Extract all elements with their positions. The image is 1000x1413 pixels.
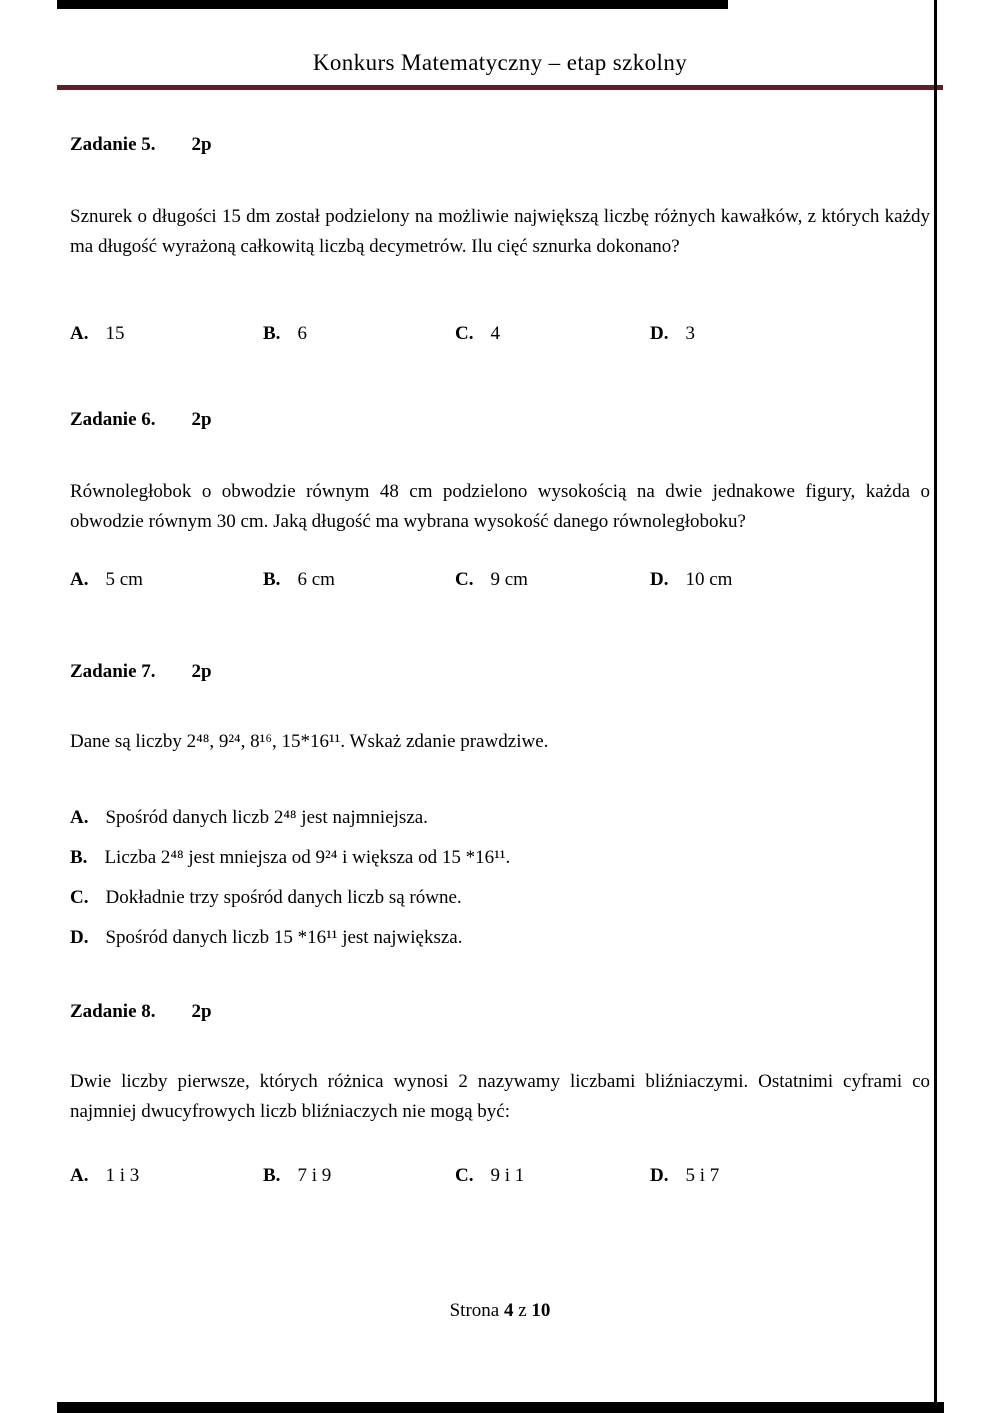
question-text: Dane są liczby 2⁴⁸, 9²⁴, 8¹⁶, 15*16¹¹. Wskaż zdanie prawdziwe. — [70, 731, 549, 752]
option-letter: B. — [263, 323, 281, 344]
option-letter: C. — [455, 1165, 474, 1186]
answer-option-c — [455, 565, 650, 595]
answer-option-c — [70, 883, 930, 913]
answer-options-list — [70, 803, 930, 953]
question-8 — [70, 997, 930, 1191]
answer-option-d — [650, 319, 930, 349]
option-text: Liczba 2⁴⁸ jest mniejsza od 9²⁴ i większa od 15 *16¹¹. — [104, 847, 511, 868]
option-letter: A. — [70, 807, 89, 828]
question-heading — [70, 997, 930, 1027]
question-label: Zadanie 7. — [70, 661, 156, 682]
option-text: 9 i 1 — [490, 1165, 525, 1186]
document-title: Konkurs Matematyczny – etap szkolny — [312, 50, 688, 75]
option-letter: A. — [70, 569, 89, 590]
answer-options-row — [70, 1161, 930, 1191]
answer-option-d — [650, 565, 930, 595]
option-text: 10 cm — [685, 569, 733, 590]
option-letter: B. — [263, 1165, 281, 1186]
answer-option-a — [70, 803, 930, 833]
answer-option-d — [70, 923, 930, 953]
answer-options-row — [70, 565, 930, 595]
option-letter: D. — [650, 323, 669, 344]
option-text: Dokładnie trzy spośród danych liczb są równe. — [105, 887, 462, 908]
answer-options-row — [70, 319, 930, 349]
answer-option-b — [263, 319, 455, 349]
option-text: 9 cm — [490, 569, 528, 590]
answer-option-c — [455, 319, 650, 349]
answer-option-a — [70, 1161, 263, 1191]
question-label: Zadanie 5. — [70, 134, 156, 155]
option-text: 7 i 9 — [297, 1165, 332, 1186]
option-letter: B. — [70, 847, 88, 868]
option-text: 4 — [490, 323, 500, 344]
answer-option-b — [70, 843, 930, 873]
option-letter: D. — [650, 569, 669, 590]
answer-option-c — [455, 1161, 650, 1191]
option-text: 5 cm — [105, 569, 143, 590]
option-letter: A. — [70, 323, 89, 344]
document-content — [0, 130, 1000, 1191]
option-letter: C. — [70, 887, 89, 908]
option-text: 6 — [297, 323, 307, 344]
option-letter: C. — [455, 569, 474, 590]
document-header — [0, 0, 1000, 90]
page-footer — [0, 1300, 1000, 1322]
option-text: Spośród danych liczb 15 *16¹¹ jest największa. — [105, 927, 463, 948]
footer-separator: z — [518, 1300, 527, 1321]
answer-option-b — [263, 1161, 455, 1191]
question-label: Zadanie 6. — [70, 409, 156, 430]
option-letter: D. — [70, 927, 89, 948]
question-text: Równoległobok o obwodzie równym 48 cm podzielono wysokością na dwie jednakowe figury, każda o obwodzie równym 30 cm. Jaką długość ma wybrana wysokość danego równoległoboku? — [70, 481, 930, 532]
question-6 — [70, 405, 930, 595]
footer-total-pages: 10 — [531, 1300, 551, 1321]
question-points: 2p — [191, 661, 212, 682]
option-text: 3 — [685, 323, 695, 344]
option-letter: C. — [455, 323, 474, 344]
question-text: Sznurek o długości 15 dm został podzielony na możliwie największą liczbę różnych kawałków, z których każdy ma długość wyrażoną całkowitą liczbą decymetrów. Ilu cięć sznurka dokonano? — [70, 206, 930, 257]
footer-page-number: 4 — [503, 1300, 514, 1321]
option-letter: A. — [70, 1165, 89, 1186]
option-text: 15 — [105, 323, 125, 344]
answer-option-d — [650, 1161, 930, 1191]
option-text: 5 i 7 — [685, 1165, 720, 1186]
question-heading — [70, 130, 930, 160]
option-text: 1 i 3 — [105, 1165, 140, 1186]
question-5 — [70, 130, 930, 349]
question-text: Dwie liczby pierwsze, których różnica wynosi 2 nazywamy liczbami bliźniaczymi. Ostatnimi cyframi co najmniej dwucyfrowych liczb bliźniaczych nie mogą być: — [70, 1071, 930, 1122]
question-heading — [70, 405, 930, 435]
scan-artifact-right-line — [934, 0, 937, 1404]
question-heading — [70, 657, 930, 687]
question-points: 2p — [191, 134, 212, 155]
scan-artifact-bottom-bar — [57, 1402, 944, 1413]
question-label: Zadanie 8. — [70, 1001, 156, 1022]
question-points: 2p — [191, 1001, 212, 1022]
header-rule — [57, 85, 943, 90]
question-7 — [70, 657, 930, 953]
footer-prefix: Strona — [449, 1300, 500, 1321]
option-letter: B. — [263, 569, 281, 590]
answer-option-a — [70, 565, 263, 595]
scan-artifact-top-bar — [57, 0, 728, 9]
answer-option-b — [263, 565, 455, 595]
question-points: 2p — [191, 409, 212, 430]
option-text: 6 cm — [297, 569, 335, 590]
answer-option-a — [70, 319, 263, 349]
option-text: Spośród danych liczb 2⁴⁸ jest najmniejsza. — [105, 807, 428, 828]
option-letter: D. — [650, 1165, 669, 1186]
